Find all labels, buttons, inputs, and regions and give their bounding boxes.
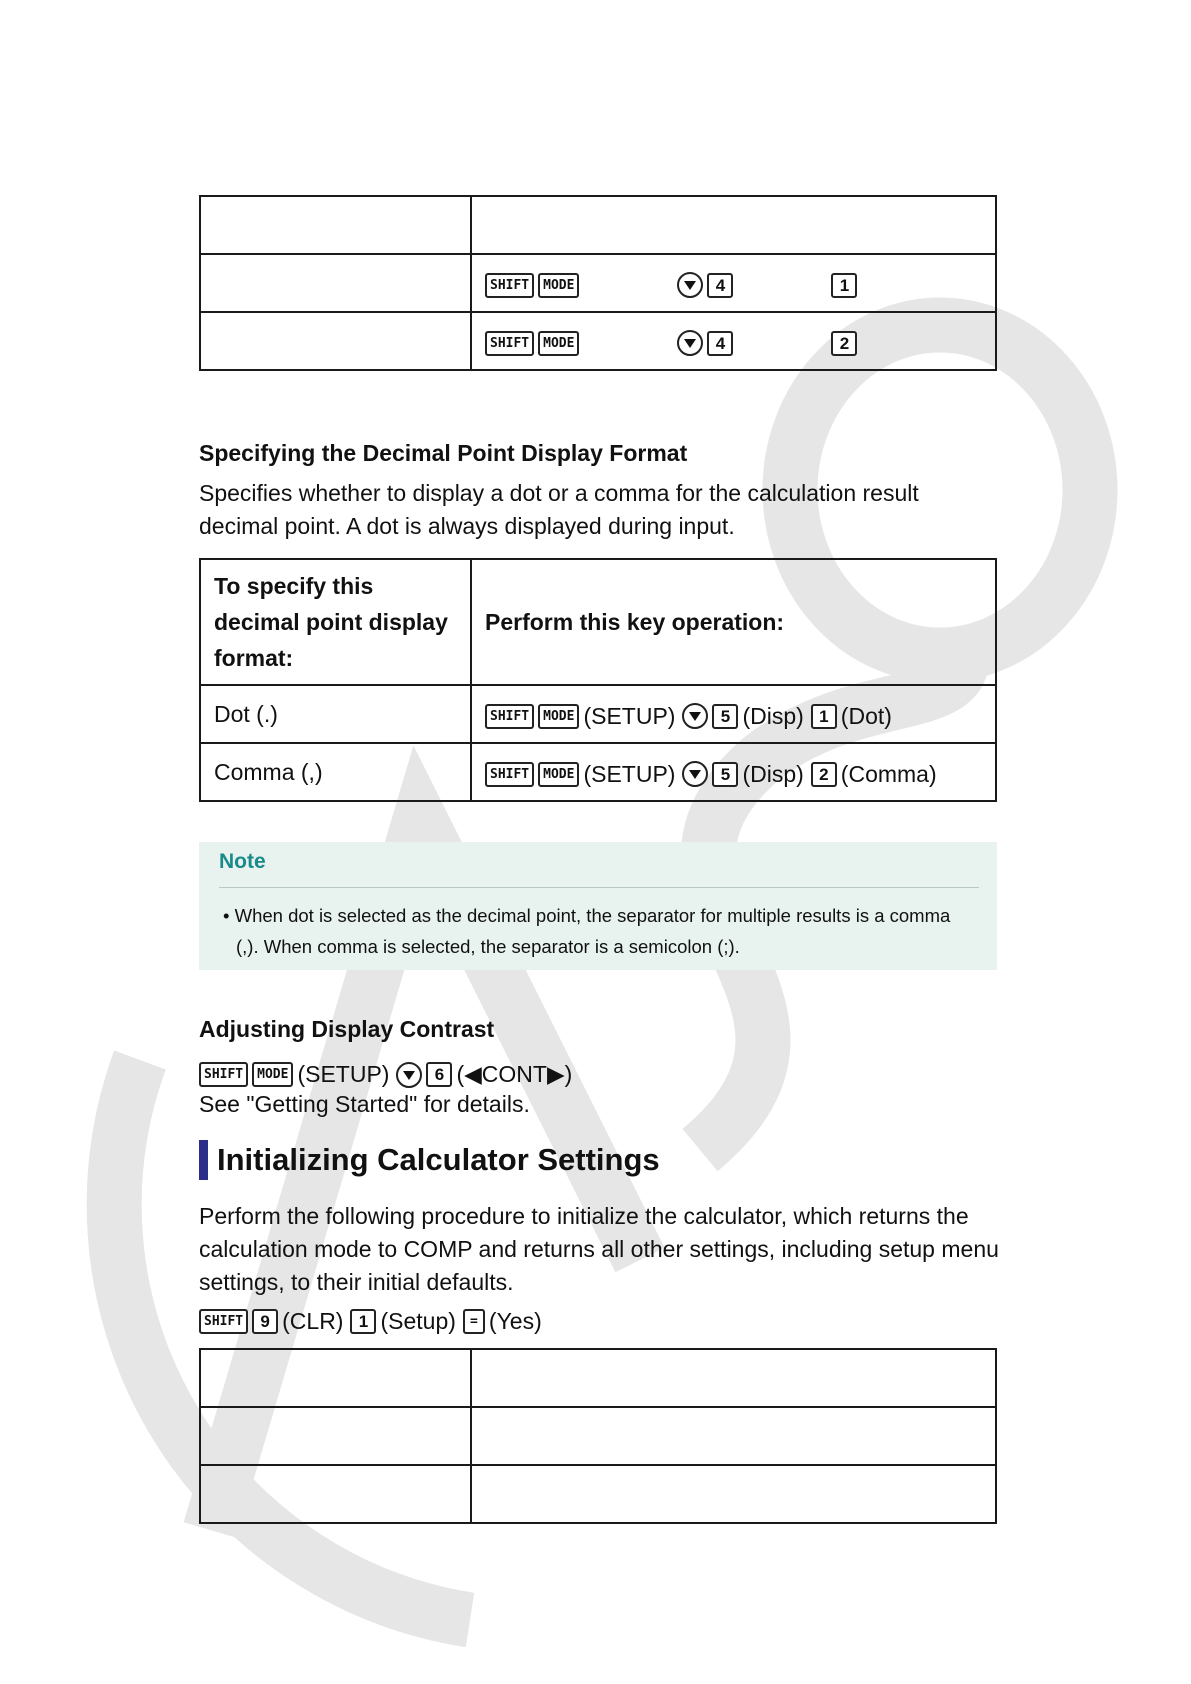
- empty-table-bottom: [199, 1348, 997, 1524]
- operation-label: (Disp): [742, 702, 804, 729]
- contrast-key-operation-line: [199, 1054, 999, 1091]
- operation-label: (◀CONT▶): [456, 1061, 573, 1087]
- table-header-left: To specify this decimal point display format:: [200, 559, 471, 685]
- heading-bar: [199, 1140, 208, 1180]
- contrast-heading: Adjusting Display Contrast: [199, 1016, 495, 1042]
- key-shift: SHIFT: [485, 273, 534, 298]
- cursor-down-icon: [677, 272, 703, 298]
- cursor-down-icon: [682, 761, 708, 787]
- key-1: 1: [811, 704, 837, 729]
- key-2: 2: [831, 331, 857, 356]
- decimal-format-table: [199, 558, 997, 802]
- operation-label: (Comma): [840, 760, 937, 787]
- key-operation: [485, 330, 857, 356]
- key-operation-table-top: [199, 195, 997, 371]
- note-text: • When dot is selected as the decimal point, the separator for multiple results is a comma (,). When comma is selected, the separator is a semicolon (;).: [223, 905, 951, 957]
- key-mode: MODE: [538, 704, 579, 729]
- init-description: Perform the following procedure to initialize the calculator, which returns the calculation mode to COMP and returns all other settings, including setup menu settings, to their initial defaults.: [199, 1203, 999, 1295]
- operation-label: (Setup): [380, 1308, 456, 1334]
- cursor-down-icon: [682, 703, 708, 729]
- key-mode: MODE: [538, 331, 579, 356]
- decimal-format-description: Specifies whether to display a dot or a comma for the calculation result decimal point. A dot is always displayed during input.: [199, 480, 919, 539]
- key-operation-contrast: [199, 1058, 575, 1091]
- key-5: 5: [712, 762, 738, 787]
- decimal-format-heading: Specifying the Decimal Point Display Format: [199, 440, 688, 466]
- operation-label: (Dot): [840, 702, 892, 729]
- key-shift: SHIFT: [485, 762, 534, 787]
- cursor-down-icon: [396, 1062, 422, 1088]
- key-shift: SHIFT: [199, 1062, 248, 1087]
- key-operation-dot: [485, 703, 895, 730]
- key-mode: MODE: [538, 273, 579, 298]
- key-1: 1: [831, 273, 857, 298]
- key-mode: MODE: [252, 1062, 293, 1087]
- operation-label: (Yes): [488, 1308, 542, 1334]
- operation-label: (SETUP): [583, 760, 676, 787]
- operation-label: (SETUP): [297, 1061, 390, 1087]
- operation-label: (CLR): [282, 1308, 344, 1334]
- key-operation-comma: [485, 761, 940, 788]
- key-mode: MODE: [538, 762, 579, 787]
- operation-label: (Disp): [742, 760, 804, 787]
- table-header-right: Perform this key operation:: [471, 559, 996, 685]
- key-shift: SHIFT: [199, 1309, 248, 1334]
- note-divider: [219, 887, 979, 888]
- key-operation: [485, 272, 857, 298]
- format-comma-label: Comma (,): [200, 743, 471, 801]
- key-equals: =: [463, 1309, 485, 1334]
- key-4: 4: [707, 273, 733, 298]
- contrast-see-text: See "Getting Started" for details.: [199, 1091, 530, 1117]
- key-9: 9: [252, 1309, 278, 1334]
- init-heading-text: Initializing Calculator Settings: [217, 1142, 660, 1177]
- key-5: 5: [712, 704, 738, 729]
- note-title: Note: [219, 850, 266, 873]
- key-shift: SHIFT: [485, 704, 534, 729]
- format-dot-label: Dot (.): [200, 685, 471, 743]
- cursor-down-icon: [677, 330, 703, 356]
- key-4: 4: [707, 331, 733, 356]
- key-shift: SHIFT: [485, 331, 534, 356]
- note-box: [199, 842, 997, 970]
- init-heading: [199, 1140, 660, 1180]
- key-1: 1: [350, 1309, 376, 1334]
- operation-label: (SETUP): [583, 702, 676, 729]
- key-6: 6: [426, 1062, 452, 1087]
- key-2: 2: [811, 762, 837, 787]
- init-key-operation-line: [199, 1301, 999, 1338]
- key-operation-init: [199, 1305, 545, 1338]
